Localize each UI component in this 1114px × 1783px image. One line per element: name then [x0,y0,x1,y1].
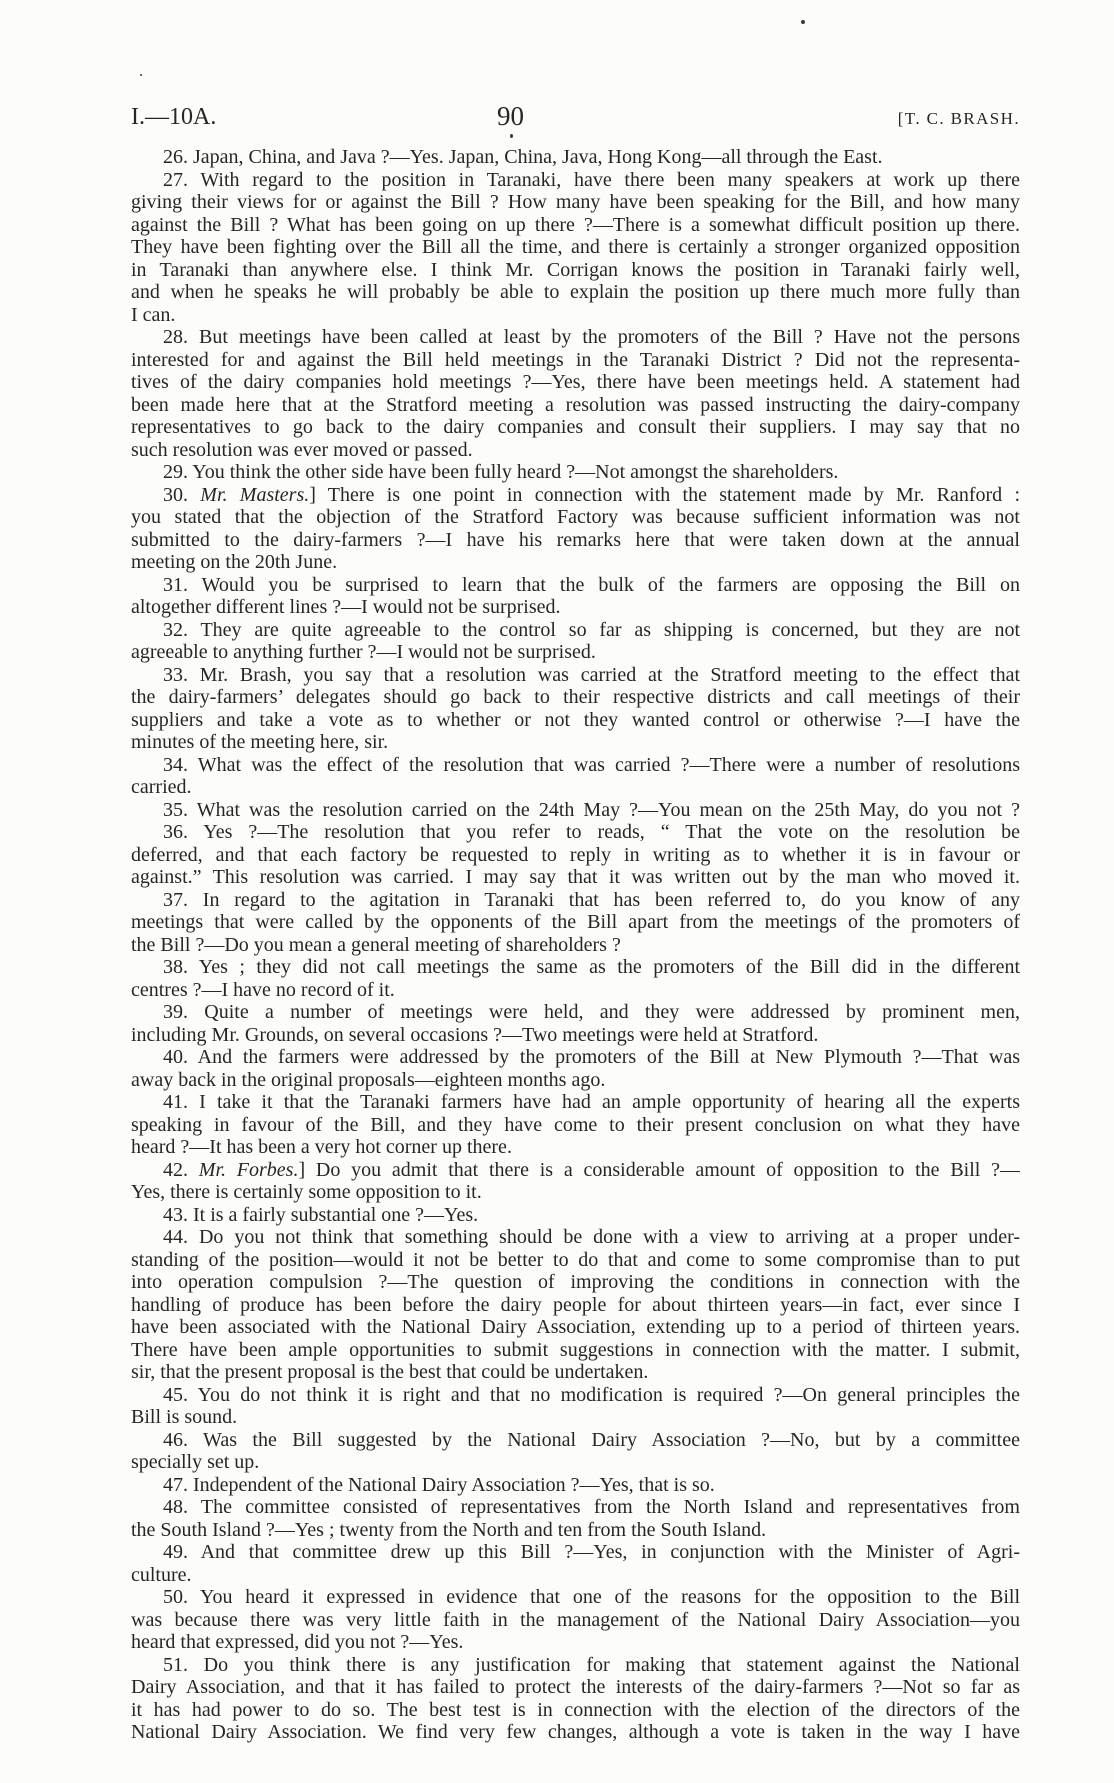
text-line: been made here that at the Stratford meeting a resolution was passed instructing the dairy-company [131,393,1020,416]
scan-speck [510,134,513,138]
text-line: culture. [131,1563,192,1586]
text-line: minutes of the meeting here, sir. [131,731,389,753]
question-44 [131,1226,1020,1384]
text-line: representatives to go back to the dairy companies and consult their suppliers. I may say that no [131,416,1020,438]
text-line: the Bill ?—Do you mean a general meeting of shareholders ? [131,933,621,956]
minutes-of-evidence [131,146,1020,1744]
text-line: suppliers and take a vote as to whether or not they wanted control or otherwise ?—I have the [131,708,1020,731]
question-43 [131,1204,1020,1227]
text-line: including Mr. Grounds, on several occasions ?—Two meetings were held at Stratford. [131,1023,819,1046]
question-27 [131,169,1020,327]
text-line: They have been fighting over the Bill all the time, and there is certainly a stronger organized opposition [131,236,1020,258]
question-36 [131,821,1020,889]
scan-speck [801,20,805,24]
text-line: it has had power to do so. The best test is in connection with the election of the directors of the [131,1698,1020,1721]
question-26 [131,146,1020,169]
text-line: have been associated with the National Dairy Association, extending up to a period of thirteen years. [131,1316,1020,1338]
text-line: away back in the original proposals—eighteen months ago. [131,1068,606,1091]
text-line: 49. And that committee drew up this Bill ?—Yes, in conjunction with the Minister of Agri- [163,1541,1020,1563]
text-line: meeting on the 20th June. [131,551,338,573]
question-45 [131,1384,1020,1429]
text-line: 29. You think the other side have been fully heard ?—Not amongst the shareholders. [163,461,839,483]
text-line: 41. I take it that the Taranaki farmers have had an ample opportunity of hearing all the experts [163,1091,1020,1113]
text-line: agreeable to anything further ?—I would not be surprised. [131,641,596,663]
text-line: There have been ample opportunities to submit suggestions in connection with the matter. I submit, [131,1338,1020,1361]
text-line: tives of the dairy companies hold meetings ?—Yes, there have been meetings held. A statement had [131,371,1020,393]
text-line: standing of the position—would it not be better to do that and come to some compromise than to put [131,1248,1020,1271]
text-line: 33. Mr. Brash, you say that a resolution was carried at the Stratford meeting to the effect that [163,663,1020,686]
text-line: 34. What was the effect of the resolution that was carried ?—There were a number of resolutions [163,753,1020,776]
question-37 [131,889,1020,957]
text-line: speaking in favour of the Bill, and they have come to their present conclusion on what they have [131,1113,1020,1136]
text-line: specially set up. [131,1451,260,1473]
text-line: the South Island ?—Yes ; twenty from the North and ten from the South Island. [131,1518,767,1541]
question-28 [131,326,1020,461]
text-line: 40. And the farmers were addressed by the promoters of the Bill at New Plymouth ?—That was [163,1046,1020,1068]
text-line: carried. [131,776,192,798]
text-line: 39. Quite a number of meetings were held, and they were addressed by prominent men, [163,1001,1020,1023]
text-line: interested for and against the Bill held meetings in the Taranaki District ? Did not the representa- [131,348,1020,371]
page-number: 90 [497,101,524,131]
text-line: centres ?—I have no record of it. [131,978,395,1001]
text-line: heard ?—It has been a very hot corner up there. [131,1136,512,1158]
question-number: 30. [163,483,188,506]
witness-name: [T. C. BRASH. [897,109,1020,128]
question-38 [131,956,1020,1001]
text-line: 32. They are quite agreeable to the control so far as shipping is concerned, but they are not [163,618,1020,641]
question-33 [131,664,1020,754]
text-line: National Dairy Association. We find very few changes, although a vote is taken in the way I have [131,1721,1020,1743]
text-line: 31. Would you be surprised to learn that the bulk of the farmers are opposing the Bill on [163,573,1020,596]
text-line: against the Bill ? What has been going on up there ?—There is a somewhat difficult position up there. [131,213,1020,236]
text-line: 47. Independent of the National Dairy Association ?—Yes, that is so. [163,1473,715,1496]
text-line: 45. You do not think it is right and that no modification is required ?—On general principles the [163,1383,1020,1406]
text-line: I can. [131,303,176,326]
speaker-name: Mr. Masters. [200,483,310,506]
text-line [131,484,1020,507]
text-line: was because there was very little faith in the management of the National Dairy Association—you [131,1608,1020,1631]
text-line: you stated that the objection of the Stratford Factory was because sufficient information was not [131,506,1020,528]
question-34 [131,754,1020,799]
text-line: meetings that were called by the opponents of the Bill apart from the meetings of the promoters of [131,911,1020,933]
question-31 [131,574,1020,619]
text-line: 26. Japan, China, and Java ?—Yes. Japan, China, Java, Hong Kong—all through the East. [163,146,883,168]
question-48 [131,1496,1020,1541]
speaker-name: Mr. Forbes. [198,1158,299,1181]
text-line: 50. You heard it expressed in evidence that one of the reasons for the opposition to the Bill [163,1586,1020,1608]
question-30 [131,484,1020,574]
text-line [131,1159,1020,1182]
running-head [131,101,1020,133]
question-32 [131,619,1020,664]
question-40 [131,1046,1020,1091]
text-line: giving their views for or against the Bill ? How many have been speaking for the Bill, and how many [131,191,1020,213]
question-29 [131,461,1020,484]
line-text: ] Do you admit that there is a considerable amount of opposition to the Bill ?— [298,1158,1020,1181]
text-line: altogether different lines ?—I would not be surprised. [131,596,561,618]
question-35 [131,799,1020,822]
question-41 [131,1091,1020,1159]
text-line: Bill is sound. [131,1406,238,1428]
text-line: 28. But meetings have been called at least by the promoters of the Bill ? Have not the persons [163,326,1020,348]
text-line: such resolution was ever moved or passed. [131,438,473,461]
question-50 [131,1586,1020,1654]
text-line: handling of produce has been before the dairy people for about thirteen years—in fact, ever since I [131,1293,1020,1316]
text-line: Yes, there is certainly some opposition to it. [131,1181,482,1203]
question-51 [131,1654,1020,1744]
question-number: 42. [163,1158,188,1181]
line-text: ] There is one point in connection with the statement made by Mr. Ranford : [309,483,1020,506]
text-line: deferred, and that each factory be requested to reply in writing as to whether it is in favour or [131,843,1020,866]
text-line: Dairy Association, and that it has failed to protect the interests of the dairy-farmers ?—Not so far as [131,1676,1020,1698]
text-line: 43. It is a fairly substantial one ?—Yes. [163,1203,479,1226]
document-code: I.—10A. [131,104,217,130]
text-line: into operation compulsion ?—The question of improving the conditions in connection with the [131,1271,1020,1293]
question-39 [131,1001,1020,1046]
text-line: 46. Was the Bill suggested by the National Dairy Association ?—No, but by a committee [163,1428,1020,1451]
text-line: 27. With regard to the position in Taranaki, have there been many speakers at work up there [163,168,1020,191]
question-46 [131,1429,1020,1474]
text-line: heard that expressed, did you not ?—Yes. [131,1631,464,1653]
text-line: 37. In regard to the agitation in Taranaki that has been referred to, do you know of any [163,888,1020,911]
text-line: sir, that the present proposal is the best that could be undertaken. [131,1361,649,1383]
text-line: the dairy-farmers’ delegates should go back to their respective districts and call meetings of their [131,686,1020,708]
text-line: 44. Do you not think that something should be done with a view to arriving at a proper under- [163,1226,1020,1248]
text-line: 35. What was the resolution carried on the 24th May ?—You mean on the 25th May, do you not ? [163,798,1020,821]
text-line: and when he speaks he will probably be able to explain the position up there much more fully than [131,281,1020,303]
question-49 [131,1541,1020,1586]
text-line: 36. Yes ?—The resolution that you refer to reads, “ That the vote on the resolution be [163,821,1020,843]
text-line: submitted to the dairy-farmers ?—I have his remarks here that were taken down at the annual [131,528,1020,551]
text-line: against.” This resolution was carried. I may say that it was written out by the man who moved it. [131,866,1020,888]
text-line: in Taranaki than anywhere else. I think Mr. Corrigan knows the position in Taranaki fairly well, [131,258,1020,281]
text-line: 48. The committee consisted of representatives from the North Island and representatives from [163,1496,1020,1518]
scan-speck [140,74,142,76]
text-line: 38. Yes ; they did not call meetings the same as the promoters of the Bill did in the different [163,956,1020,978]
question-42 [131,1159,1020,1204]
text-line: 51. Do you think there is any justification for making that statement against the National [163,1653,1020,1676]
question-47 [131,1474,1020,1497]
